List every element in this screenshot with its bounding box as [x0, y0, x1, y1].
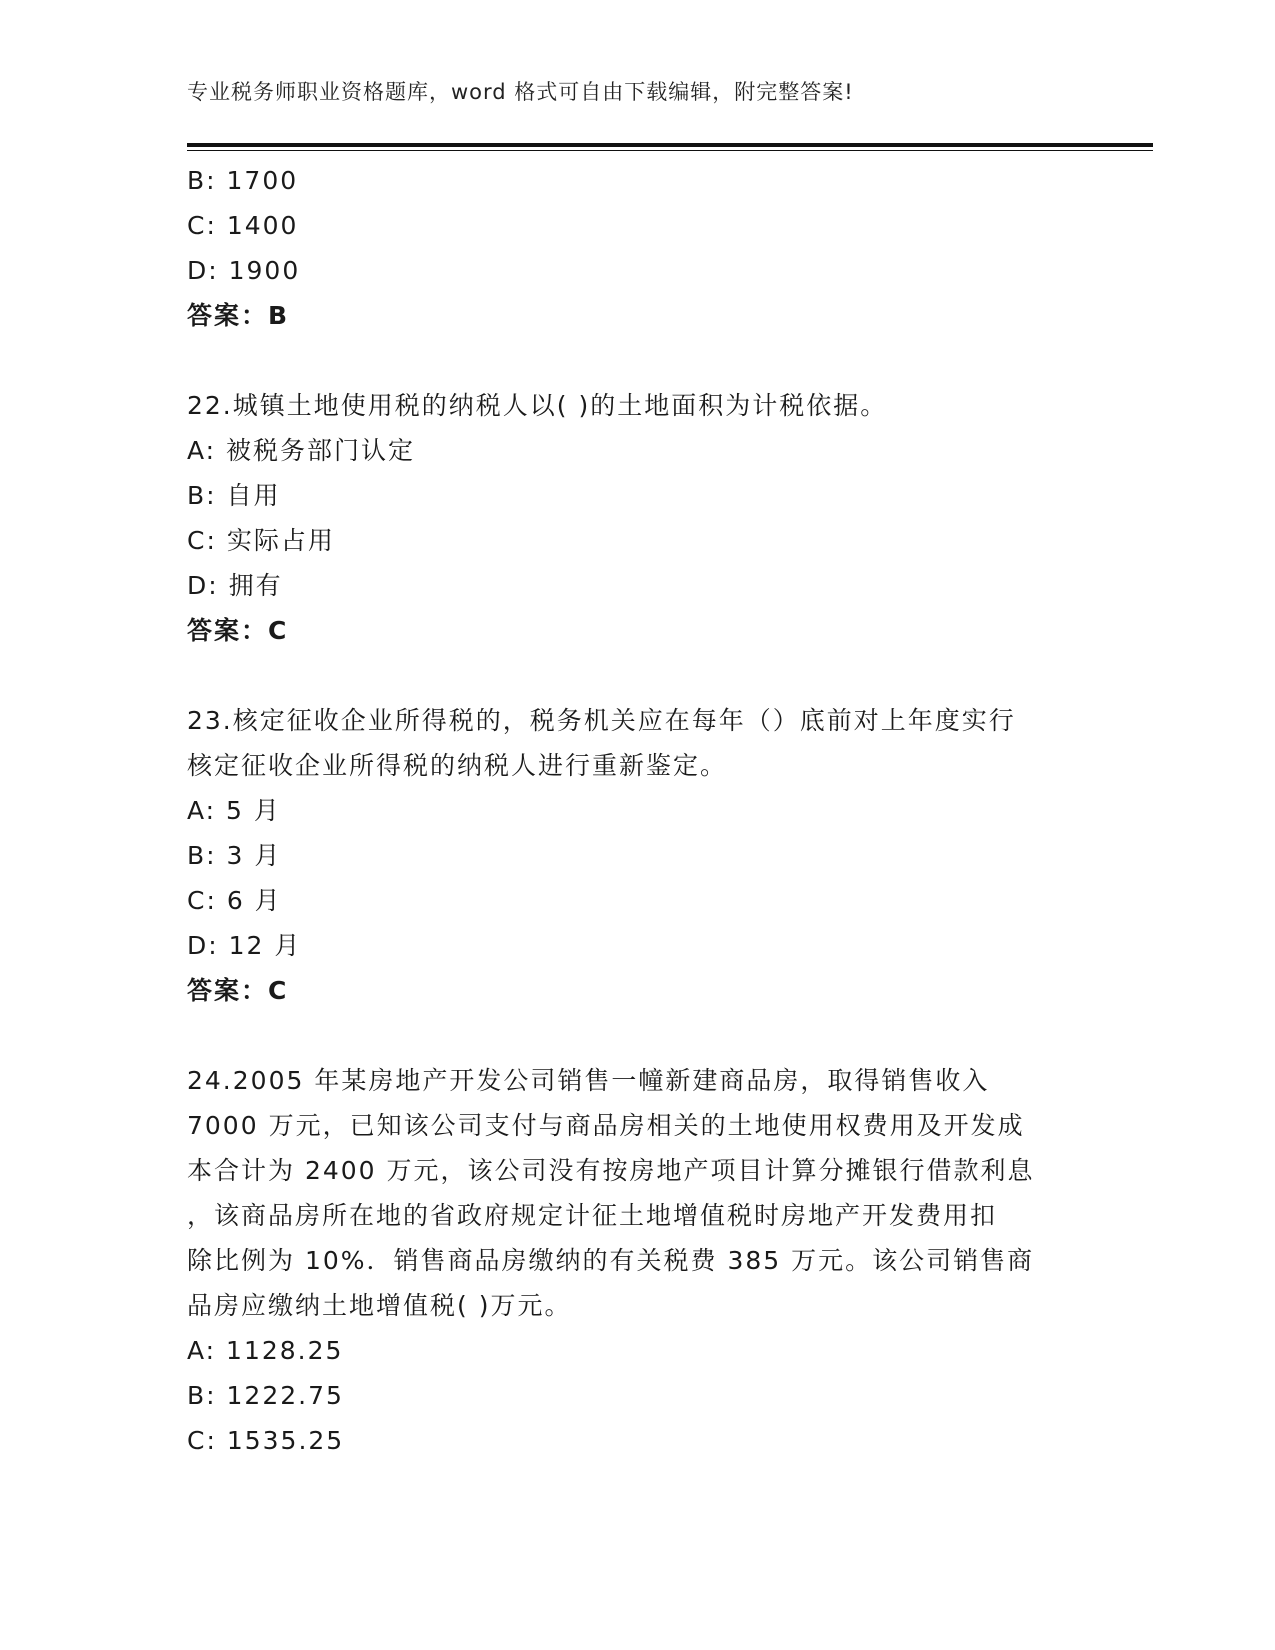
- question-24-text-line5: 除比例为 10%．销售商品房缴纳的有关税费 385 万元。该公司销售商: [187, 1246, 1035, 1275]
- question-24-text-line1: 24.2005 年某房地产开发公司销售一幢新建商品房，取得销售收入: [187, 1066, 990, 1095]
- document-body: [187, 158, 1087, 1463]
- question-23-text-line2: 核定征收企业所得税的纳税人进行重新鉴定。: [187, 751, 728, 780]
- header-rule-thin: [187, 150, 1153, 151]
- option-c: C: 实际占用: [187, 526, 335, 555]
- question-22-text: 22.城镇土地使用税的纳税人以( )的土地面积为计税依据。: [187, 391, 888, 420]
- option-b: B: 自用: [187, 481, 281, 510]
- question-24-text-line2: 7000 万元，已知该公司支付与商品房相关的土地使用权费用及开发成: [187, 1111, 1025, 1140]
- spacer: [187, 338, 1087, 383]
- option-c: C: 1400: [187, 211, 299, 240]
- option-d: D: 12 月: [187, 931, 302, 960]
- answer-22: 答案：C: [187, 616, 289, 645]
- question-24-text-line4: ，该商品房所在地的省政府规定计征土地增值税时房地产开发费用扣: [187, 1201, 998, 1230]
- page-header: 专业税务师职业资格题库，word 格式可自由下载编辑，附完整答案!: [187, 80, 854, 104]
- option-d: D: 拥有: [187, 571, 283, 600]
- answer-23: 答案：C: [187, 976, 289, 1005]
- question-24-text-line3: 本合计为 2400 万元，该公司没有按房地产项目计算分摊银行借款利息: [187, 1156, 1035, 1185]
- option-a: A: 被税务部门认定: [187, 436, 416, 465]
- option-a: A: 1128.25: [187, 1336, 344, 1365]
- option-b: B: 3 月: [187, 841, 282, 870]
- header-rule-thick: [187, 143, 1153, 147]
- question-24-text-line6: 品房应缴纳土地增值税( )万元。: [187, 1291, 572, 1320]
- option-d: D: 1900: [187, 256, 301, 285]
- answer-21: 答案：B: [187, 301, 290, 330]
- option-a: A: 5 月: [187, 796, 281, 825]
- spacer: [187, 1013, 1087, 1058]
- option-b: B: 1700: [187, 166, 299, 195]
- option-c: C: 1535.25: [187, 1426, 345, 1455]
- option-b: B: 1222.75: [187, 1381, 344, 1410]
- question-23-text-line1: 23.核定征收企业所得税的，税务机关应在每年（）底前对上年度实行: [187, 706, 1016, 735]
- option-c: C: 6 月: [187, 886, 282, 915]
- spacer: [187, 653, 1087, 698]
